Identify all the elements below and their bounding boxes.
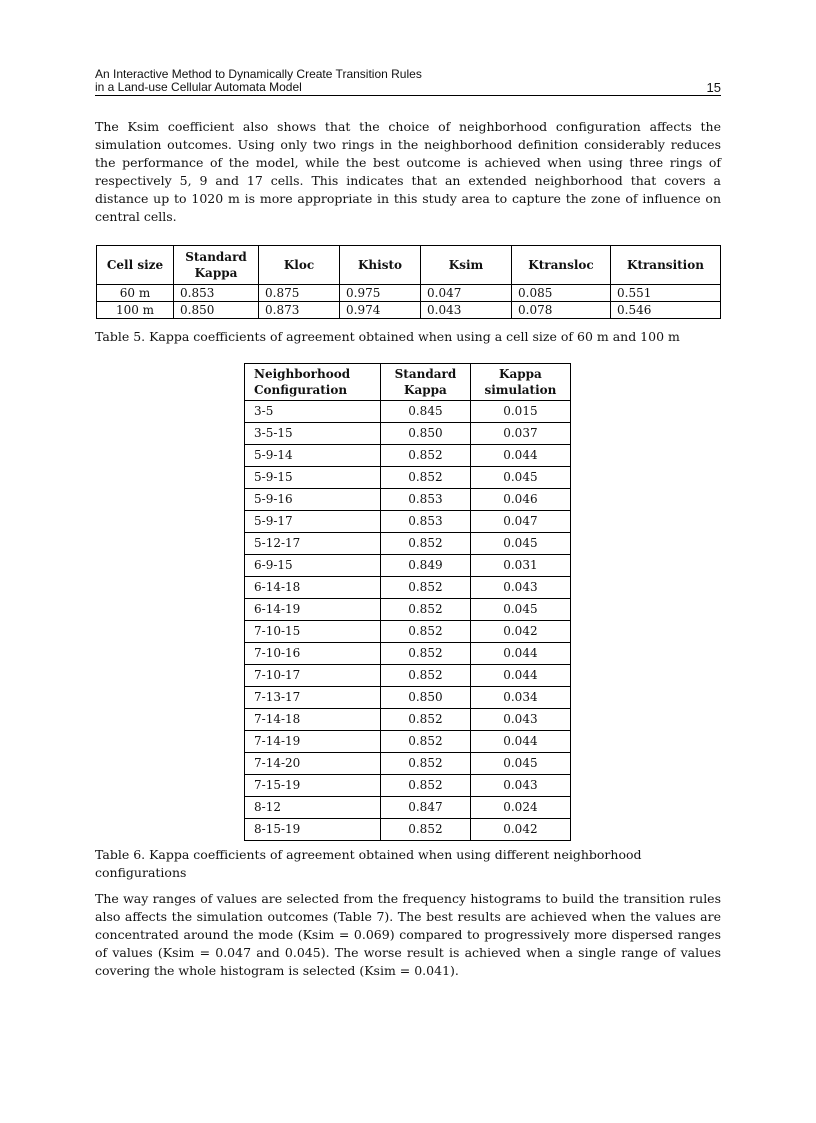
table-6-row-cell: 0.852 bbox=[381, 731, 471, 753]
table-6-row-cell: 0.047 bbox=[470, 511, 570, 533]
table-6-row-cell: 0.037 bbox=[470, 423, 570, 445]
running-header bbox=[95, 68, 721, 96]
table-6-row-cell: 8-15-19 bbox=[245, 819, 381, 841]
table-6-row-cell: 0.849 bbox=[381, 555, 471, 577]
table-6-row-cell: 0.031 bbox=[470, 555, 570, 577]
table-6-row-cell: 0.044 bbox=[470, 643, 570, 665]
table-6-row-cell: 0.043 bbox=[470, 577, 570, 599]
table-6-row bbox=[245, 819, 571, 841]
table-6 bbox=[244, 363, 571, 841]
table-6-row bbox=[245, 753, 571, 775]
table-6-row-cell: 0.845 bbox=[381, 401, 471, 423]
table-5-row-cell: 0.873 bbox=[259, 302, 340, 319]
table-6-row-cell: 7-14-20 bbox=[245, 753, 381, 775]
table-6-row-cell: 0.044 bbox=[470, 731, 570, 753]
table-6-row-cell: 0.852 bbox=[381, 621, 471, 643]
table-6-row-cell: 0.853 bbox=[381, 489, 471, 511]
table-6-row-cell: 0.042 bbox=[470, 621, 570, 643]
table-6-row-cell: 0.043 bbox=[470, 775, 570, 797]
table-6-header-cell: Standard Kappa bbox=[381, 364, 471, 401]
table-6-header-cell: Neighborhood Configuration bbox=[245, 364, 381, 401]
table-6-row-cell: 3-5-15 bbox=[245, 423, 381, 445]
table-6-row-cell: 0.852 bbox=[381, 467, 471, 489]
table-6-header-row bbox=[245, 364, 571, 401]
table-6-row-cell: 0.850 bbox=[381, 423, 471, 445]
table-6-row-cell: 0.850 bbox=[381, 687, 471, 709]
table-6-row-cell: 0.852 bbox=[381, 577, 471, 599]
table-6-row-cell: 5-12-17 bbox=[245, 533, 381, 555]
table-6-row bbox=[245, 643, 571, 665]
table-5-row-cell: 0.974 bbox=[340, 302, 421, 319]
table-6-row-cell: 5-9-16 bbox=[245, 489, 381, 511]
paragraph-histogram-ranges: The way ranges of values are selected from the frequency histograms to build the transition rules also affects the simulation outcomes (Table 7). The best results are achieved when the values are concentrated around the mode (Ksim = 0.069) compared to progressively more dispersed ranges of values (Ksim = 0.047 and 0.045). The worse result is achieved when a single range of values covering the whole histogram is selected (Ksim = 0.041). bbox=[95, 891, 721, 978]
table-6-row bbox=[245, 489, 571, 511]
table-6-row-cell: 7-10-16 bbox=[245, 643, 381, 665]
table-6-row-cell: 6-9-15 bbox=[245, 555, 381, 577]
table-6-row bbox=[245, 533, 571, 555]
table-5-header-cell: Ktransloc bbox=[512, 246, 611, 285]
table-6-row-cell: 6-14-18 bbox=[245, 577, 381, 599]
table-6-row-cell: 0.045 bbox=[470, 467, 570, 489]
table-6-row bbox=[245, 445, 571, 467]
table-6-row-cell: 0.852 bbox=[381, 819, 471, 841]
paragraph-ksim-neighborhood: The Ksim coefficient also shows that the choice of neighborhood configuration affects the simulation outcomes. Using only two rings in the neighborhood definition considerably reduces the performance of the model, while the best outcome is achieved when using three rings of respectively 5, 9 and 17 cells. This indicates that an extended neighborhood that covers a distance up to 1020 m is more appropriate in this study area to capture the zone of influence on central cells. bbox=[95, 119, 721, 224]
table-6-row bbox=[245, 687, 571, 709]
table-6-row-cell: 0.852 bbox=[381, 665, 471, 687]
table-6-row bbox=[245, 555, 571, 577]
table-6-row-cell: 5-9-14 bbox=[245, 445, 381, 467]
table-6-row-cell: 8-12 bbox=[245, 797, 381, 819]
table-6-row bbox=[245, 577, 571, 599]
table-6-row-cell: 7-15-19 bbox=[245, 775, 381, 797]
table-6-row-cell: 0.852 bbox=[381, 599, 471, 621]
table-6-row bbox=[245, 621, 571, 643]
page-number: 15 bbox=[706, 80, 721, 95]
table-6-row-cell: 7-14-18 bbox=[245, 709, 381, 731]
table-6-row-cell: 0.852 bbox=[381, 445, 471, 467]
table-5-row-cell: 60 m bbox=[97, 285, 174, 302]
table-5-header-cell: Kloc bbox=[259, 246, 340, 285]
table-6-row bbox=[245, 511, 571, 533]
table-5-caption: Table 5. Kappa coefficients of agreement obtained when using a cell size of 60 m and 100 m bbox=[95, 329, 680, 344]
table-6-row-cell: 7-14-19 bbox=[245, 731, 381, 753]
table-5-row-cell: 0.546 bbox=[611, 302, 721, 319]
table-5-row-cell: 0.853 bbox=[174, 285, 259, 302]
table-6-row-cell: 0.015 bbox=[470, 401, 570, 423]
table-5-row-cell: 0.875 bbox=[259, 285, 340, 302]
header-title-line1: An Interactive Method to Dynamically Create Transition Rules bbox=[95, 67, 422, 81]
table-6-row-cell: 0.852 bbox=[381, 775, 471, 797]
header-title-line2: in a Land-use Cellular Automata Model bbox=[95, 80, 302, 94]
table-5-header-row bbox=[97, 246, 721, 285]
table-6-row-cell: 0.044 bbox=[470, 445, 570, 467]
table-5-row-cell: 0.047 bbox=[421, 285, 512, 302]
table-6-row-cell: 3-5 bbox=[245, 401, 381, 423]
table-6-row-cell: 7-10-15 bbox=[245, 621, 381, 643]
table-5-header-cell: Khisto bbox=[340, 246, 421, 285]
table-6-row-cell: 0.045 bbox=[470, 599, 570, 621]
table-6-row bbox=[245, 775, 571, 797]
table-6-row bbox=[245, 467, 571, 489]
table-5-row bbox=[97, 302, 721, 319]
table-6-row bbox=[245, 665, 571, 687]
table-6-row-cell: 0.852 bbox=[381, 643, 471, 665]
table-6-row bbox=[245, 401, 571, 423]
table-6-row-cell: 0.034 bbox=[470, 687, 570, 709]
table-5 bbox=[96, 245, 721, 319]
table-6-row-cell: 5-9-17 bbox=[245, 511, 381, 533]
table-6-header-cell: Kappa simulation bbox=[470, 364, 570, 401]
table-5-row-cell: 0.043 bbox=[421, 302, 512, 319]
table-6-row-cell: 0.847 bbox=[381, 797, 471, 819]
table-5-header-cell: Standard Kappa bbox=[174, 246, 259, 285]
table-5-row-cell: 100 m bbox=[97, 302, 174, 319]
table-5-header-cell: Ksim bbox=[421, 246, 512, 285]
table-6-row bbox=[245, 731, 571, 753]
table-6-row-cell: 0.046 bbox=[470, 489, 570, 511]
table-6-row-cell: 6-14-19 bbox=[245, 599, 381, 621]
table-5-row-cell: 0.078 bbox=[512, 302, 611, 319]
table-5-header-cell: Ktransition bbox=[611, 246, 721, 285]
table-6-row-cell: 0.042 bbox=[470, 819, 570, 841]
table-6-row-cell: 0.852 bbox=[381, 753, 471, 775]
table-5-row bbox=[97, 285, 721, 302]
table-6-row-cell: 0.045 bbox=[470, 753, 570, 775]
table-6-caption: Table 6. Kappa coefficients of agreement obtained when using different neighborhood configurations bbox=[95, 847, 642, 880]
table-5-header-cell: Cell size bbox=[97, 246, 174, 285]
table-6-row-cell: 7-13-17 bbox=[245, 687, 381, 709]
table-6-row-cell: 0.852 bbox=[381, 533, 471, 555]
table-6-row-cell: 5-9-15 bbox=[245, 467, 381, 489]
table-5-row-cell: 0.085 bbox=[512, 285, 611, 302]
table-6-row-cell: 0.044 bbox=[470, 665, 570, 687]
table-6-row-cell: 0.043 bbox=[470, 709, 570, 731]
table-6-row bbox=[245, 709, 571, 731]
table-6-row-cell: 0.024 bbox=[470, 797, 570, 819]
table-6-row-cell: 0.852 bbox=[381, 709, 471, 731]
table-6-row bbox=[245, 797, 571, 819]
table-5-row-cell: 0.551 bbox=[611, 285, 721, 302]
table-6-row-cell: 0.853 bbox=[381, 511, 471, 533]
table-6-row-cell: 0.045 bbox=[470, 533, 570, 555]
table-6-row-cell: 7-10-17 bbox=[245, 665, 381, 687]
table-6-row bbox=[245, 599, 571, 621]
table-5-row-cell: 0.850 bbox=[174, 302, 259, 319]
table-5-row-cell: 0.975 bbox=[340, 285, 421, 302]
table-6-row bbox=[245, 423, 571, 445]
